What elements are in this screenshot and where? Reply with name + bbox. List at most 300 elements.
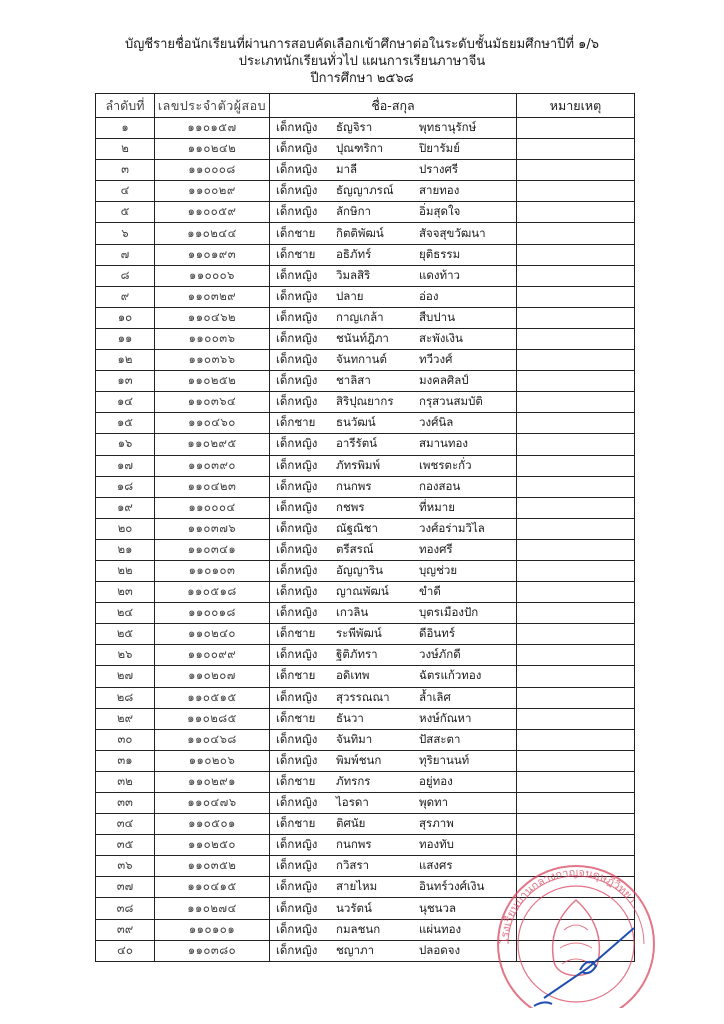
table-row [96, 286, 635, 307]
row-exam-id: ๑๑๐๒๔๔ [155, 223, 270, 244]
row-first-name: ณัฐณิชา [336, 520, 378, 535]
row-first-name: สิริปุณยากร [336, 394, 394, 409]
row-first-name: ภัทรพิมพ์ [336, 457, 381, 472]
row-fullname [270, 750, 517, 771]
row-last-name: นุชนวล [419, 900, 457, 915]
row-prefix: เด็กชาย [276, 710, 316, 725]
row-first-name: ตรีสรณ์ [336, 541, 374, 556]
row-exam-id: ๑๑๐๔๖๘ [155, 729, 270, 750]
row-last-name: สุรภาพ [419, 816, 454, 831]
row-first-name: ญาณพัฒน์ [336, 584, 389, 599]
row-prefix: เด็กหญิง [276, 499, 318, 514]
row-fullname [270, 413, 517, 434]
row-order: ๓๒ [96, 771, 155, 792]
row-order: ๗ [96, 244, 155, 265]
row-remarks [517, 307, 635, 328]
stamp-text: โรงเรียนบ้านกลางกาญจนดุษฎีวิทยา [497, 865, 639, 945]
row-last-name: สัจจสุขวัฒนา [419, 225, 486, 240]
table-row [96, 771, 635, 792]
row-prefix: เด็กชาย [276, 816, 316, 831]
row-last-name: ปัสสะตา [419, 731, 461, 746]
row-prefix: เด็กหญิง [276, 204, 318, 219]
row-first-name: กาญเกล้า [336, 309, 384, 324]
row-remarks [517, 835, 635, 856]
row-order: ๒๓ [96, 582, 155, 603]
row-last-name: ทวีวงศ์ [419, 352, 453, 367]
row-prefix: เด็กหญิง [276, 183, 318, 198]
row-exam-id: ๑๑๐๑๙๓ [155, 244, 270, 265]
row-fullname [270, 539, 517, 560]
row-order: ๒๒ [96, 560, 155, 581]
row-first-name: กิตติพัฒน์ [336, 225, 384, 240]
row-prefix: เด็กหญิง [276, 330, 318, 345]
row-prefix: เด็กหญิง [276, 288, 318, 303]
row-last-name: บุตรเมืองปัก [419, 605, 479, 620]
row-first-name: ลักษิกา [336, 204, 372, 219]
row-remarks [517, 560, 635, 581]
row-order: ๑๖ [96, 434, 155, 455]
row-fullname [270, 687, 517, 708]
table-row [96, 687, 635, 708]
row-remarks [517, 455, 635, 476]
row-order: ๑๕ [96, 413, 155, 434]
table-row [96, 624, 635, 645]
table-row [96, 307, 635, 328]
table-row [96, 160, 635, 181]
row-last-name: ฉัตรแก้วทอง [419, 668, 482, 683]
row-exam-id: ๑๑๐๐๙๙ [155, 645, 270, 666]
row-first-name: ฐิติภัทรา [336, 647, 378, 662]
row-remarks [517, 708, 635, 729]
row-prefix: เด็กหญิง [276, 563, 318, 578]
row-exam-id: ๑๑๐๓๒๙ [155, 286, 270, 307]
table-row [96, 392, 635, 413]
row-last-name: วงศ์นิล [419, 415, 454, 430]
row-exam-id: ๑๑๐๑๕๗ [155, 118, 270, 139]
row-prefix: เด็กหญิง [276, 394, 318, 409]
row-fullname [270, 244, 517, 265]
row-last-name: วงศ์อร่ามวิไล [419, 520, 485, 535]
row-order: ๓ [96, 160, 155, 181]
row-fullname [270, 624, 517, 645]
row-first-name: ปุณฑริกา [336, 141, 384, 156]
row-fullname [270, 434, 517, 455]
table-row [96, 265, 635, 286]
row-last-name: ปิยารัมย์ [419, 141, 460, 156]
row-prefix: เด็กหญิง [276, 858, 318, 873]
row-order: ๓๔ [96, 814, 155, 835]
row-prefix: เด็กหญิง [276, 520, 318, 535]
row-first-name: มาลี [336, 162, 358, 177]
row-last-name: ปลอดจง [419, 942, 461, 957]
row-order: ๔ [96, 181, 155, 202]
row-prefix: เด็กชาย [276, 626, 316, 641]
row-exam-id: ๑๑๐๒๔๒ [155, 139, 270, 160]
academic-year: ปีการศึกษา ๒๕๖๘ [310, 71, 414, 86]
row-first-name: กนกพร [336, 478, 372, 493]
row-first-name: ธนวัฒน์ [336, 415, 376, 430]
row-prefix: เด็กหญิง [276, 162, 318, 177]
row-fullname [270, 835, 517, 856]
table-row [96, 371, 635, 392]
row-order: ๓๐ [96, 729, 155, 750]
row-last-name: เพชรตะกั่ว [419, 457, 472, 472]
row-first-name: กชพร [336, 499, 365, 514]
row-fullname [270, 793, 517, 814]
signature-mark [534, 928, 634, 1006]
row-exam-id: ๑๑๐๑๐๓ [155, 560, 270, 581]
table-row [96, 223, 635, 244]
row-order: ๑๔ [96, 392, 155, 413]
row-first-name: เกวลิน [336, 605, 369, 620]
row-fullname [270, 118, 517, 139]
row-first-name: อดิเทพ [336, 668, 370, 683]
table-row [96, 139, 635, 160]
row-exam-id: ๑๑๐๒๙๑ [155, 771, 270, 792]
row-last-name: กองสอน [419, 478, 461, 493]
row-first-name: จันทิมา [336, 731, 373, 746]
table-row [96, 244, 635, 265]
row-fullname [270, 392, 517, 413]
row-first-name: อธิภัทร์ [336, 246, 372, 261]
row-remarks [517, 624, 635, 645]
row-last-name: แสงศร [419, 858, 453, 873]
row-exam-id: ๑๑๐๒๘๕ [155, 708, 270, 729]
row-prefix: เด็กหญิง [276, 900, 318, 915]
row-last-name: ดีอินทร์ [419, 626, 455, 641]
row-exam-id: ๑๑๐๐๕๙ [155, 202, 270, 223]
row-remarks [517, 371, 635, 392]
row-prefix: เด็กหญิง [276, 541, 318, 556]
row-last-name: ที่หมาย [419, 499, 455, 514]
row-prefix: เด็กหญิง [276, 584, 318, 599]
row-first-name: ไอรดา [336, 795, 369, 810]
row-remarks [517, 518, 635, 539]
row-last-name: สายทอง [419, 183, 460, 198]
table-row [96, 729, 635, 750]
row-order: ๒๙ [96, 708, 155, 729]
row-exam-id: ๑๑๐๓๖๖ [155, 350, 270, 371]
row-exam-id: ๑๑๐๑๐๑ [155, 919, 270, 940]
row-order: ๒๗ [96, 666, 155, 687]
row-order: ๕ [96, 202, 155, 223]
row-last-name: ทองศรี [419, 541, 453, 556]
row-order: ๑๗ [96, 455, 155, 476]
row-last-name: ยุติธรรม [419, 246, 461, 261]
table-row [96, 476, 635, 497]
row-remarks [517, 729, 635, 750]
table-row [96, 328, 635, 349]
row-exam-id: ๑๑๐๒๐๗ [155, 666, 270, 687]
table-row [96, 350, 635, 371]
row-remarks [517, 771, 635, 792]
row-fullname [270, 771, 517, 792]
row-fullname [270, 603, 517, 624]
row-first-name: กมลชนก [336, 921, 381, 936]
row-last-name: วงษ์ภักดี [419, 647, 461, 662]
row-exam-id: ๑๑๐๒๐๖ [155, 750, 270, 771]
stamp-outer-ring [498, 866, 654, 1008]
table-body [96, 118, 635, 962]
row-prefix: เด็กหญิง [276, 309, 318, 324]
row-order: ๑๓ [96, 371, 155, 392]
row-exam-id: ๑๑๐๓๘๐ [155, 940, 270, 961]
header-order: ลำดับที่ [96, 94, 155, 118]
row-order: ๔๐ [96, 940, 155, 961]
row-last-name: สืบปาน [419, 309, 455, 324]
row-fullname [270, 455, 517, 476]
student-list-table [95, 93, 635, 962]
table-row [96, 434, 635, 455]
row-exam-id: ๑๑๐๐๑๘ [155, 603, 270, 624]
row-fullname [270, 371, 517, 392]
table-row [96, 181, 635, 202]
row-remarks [517, 202, 635, 223]
header-exam-id: เลขประจำตัวผู้สอบ [155, 94, 270, 118]
row-first-name: ภัทรกร [336, 773, 371, 788]
row-exam-id: ๑๑๐๐๒๙ [155, 181, 270, 202]
row-first-name: จันทกานต์ [336, 352, 387, 367]
row-order: ๒๐ [96, 518, 155, 539]
row-last-name: สมานทอง [419, 436, 469, 451]
table-row [96, 455, 635, 476]
row-remarks [517, 223, 635, 244]
row-prefix: เด็กหญิง [276, 120, 318, 135]
row-fullname [270, 814, 517, 835]
row-prefix: เด็กหญิง [276, 752, 318, 767]
table-row [96, 560, 635, 581]
row-prefix: เด็กหญิง [276, 837, 318, 852]
row-exam-id: ๑๑๐๓๖๔ [155, 392, 270, 413]
row-first-name: ระพีพัฒน์ [336, 626, 382, 641]
row-prefix: เด็กชาย [276, 246, 316, 261]
table-row [96, 497, 635, 518]
row-order: ๓๕ [96, 835, 155, 856]
row-exam-id: ๑๑๐๕๐๑ [155, 814, 270, 835]
row-prefix: เด็กหญิง [276, 689, 318, 704]
row-exam-id: ๑๑๐๔๗๖ [155, 793, 270, 814]
table-row [96, 645, 635, 666]
table-header-row [96, 94, 635, 118]
row-fullname [270, 582, 517, 603]
row-exam-id: ๑๑๐๕๑๘ [155, 582, 270, 603]
row-fullname [270, 898, 517, 919]
row-prefix: เด็กหญิง [276, 605, 318, 620]
row-exam-id: ๑๑๐๐๐๖ [155, 265, 270, 286]
row-order: ๓๘ [96, 898, 155, 919]
row-remarks [517, 582, 635, 603]
row-last-name: มงคลศิลป์ [419, 373, 469, 388]
row-first-name: ชาลิสา [336, 373, 371, 388]
row-order: ๓๖ [96, 856, 155, 877]
row-remarks [517, 750, 635, 771]
table-row [96, 202, 635, 223]
row-fullname [270, 708, 517, 729]
row-first-name: กวิสรา [336, 858, 370, 873]
row-fullname [270, 223, 517, 244]
row-last-name: บุญช่วย [419, 563, 458, 578]
row-remarks [517, 392, 635, 413]
row-exam-id: ๑๑๐๔๑๕ [155, 877, 270, 898]
row-prefix: เด็กหญิง [276, 457, 318, 472]
row-exam-id: ๑๑๐๐๓๖ [155, 328, 270, 349]
row-order: ๑ [96, 118, 155, 139]
row-remarks [517, 603, 635, 624]
row-exam-id: ๑๑๐๒๗๔ [155, 898, 270, 919]
row-last-name: ล้ำเลิศ [419, 689, 451, 704]
row-exam-id: ๑๑๐๒๕๒ [155, 371, 270, 392]
table-row [96, 118, 635, 139]
table-row [96, 518, 635, 539]
row-fullname [270, 328, 517, 349]
row-first-name: พิมพ์ชนก [336, 752, 382, 767]
row-fullname [270, 560, 517, 581]
row-fullname [270, 919, 517, 940]
row-prefix: เด็กชาย [276, 415, 316, 430]
row-exam-id: ๑๑๐๔๖๒ [155, 307, 270, 328]
row-prefix: เด็กหญิง [276, 373, 318, 388]
row-remarks [517, 265, 635, 286]
row-remarks [517, 793, 635, 814]
row-first-name: สายไหม [336, 879, 378, 894]
table-row [96, 539, 635, 560]
row-fullname [270, 307, 517, 328]
row-prefix: เด็กหญิง [276, 436, 318, 451]
row-first-name: อารีรัตน์ [336, 436, 378, 451]
row-exam-id: ๑๑๐๓๔๑ [155, 539, 270, 560]
row-first-name: ชญาภา [336, 942, 375, 957]
row-prefix: เด็กหญิง [276, 795, 318, 810]
row-order: ๓๙ [96, 919, 155, 940]
document-title: บัญชีรายชื่อนักเรียนที่ผ่านการสอบคัดเลือกเข้าศึกษาต่อในระดับชั้นมัธยมศึกษาปีที่ ๑/๖ [124, 37, 600, 52]
row-exam-id: ๑๑๐๓๙๐ [155, 455, 270, 476]
document-subtitle: ประเภทนักเรียนทั่วไป แผนการเรียนภาษาจีน [238, 54, 486, 69]
row-first-name: อัญญาริน [336, 563, 383, 578]
row-first-name: วิมลสิริ [336, 267, 371, 282]
row-order: ๑๑ [96, 328, 155, 349]
row-fullname [270, 265, 517, 286]
row-order: ๑๐ [96, 307, 155, 328]
row-remarks [517, 286, 635, 307]
row-fullname [270, 729, 517, 750]
row-remarks [517, 118, 635, 139]
row-remarks [517, 476, 635, 497]
row-order: ๒๑ [96, 539, 155, 560]
row-exam-id: ๑๑๐๒๙๕ [155, 434, 270, 455]
row-last-name: แดงท้าว [419, 267, 460, 282]
row-prefix: เด็กหญิง [276, 352, 318, 367]
row-fullname [270, 877, 517, 898]
table-row [96, 603, 635, 624]
row-first-name: ธัญจิรา [336, 120, 373, 135]
row-remarks [517, 139, 635, 160]
header-remarks: หมายเหตุ [517, 94, 635, 118]
row-order: ๒๕ [96, 624, 155, 645]
table-row [96, 708, 635, 729]
row-fullname [270, 856, 517, 877]
row-fullname [270, 497, 517, 518]
table-row [96, 750, 635, 771]
row-remarks [517, 539, 635, 560]
row-prefix: เด็กหญิง [276, 731, 318, 746]
row-prefix: เด็กหญิง [276, 921, 318, 936]
row-order: ๑๒ [96, 350, 155, 371]
row-remarks [517, 350, 635, 371]
row-last-name: หงษ์กัณหา [419, 710, 472, 725]
row-exam-id: ๑๑๐๐๐๔ [155, 497, 270, 518]
row-exam-id: ๑๑๐๓๕๒ [155, 856, 270, 877]
row-last-name: พุทธานุรักษ์ [419, 120, 477, 135]
row-remarks [517, 413, 635, 434]
row-fullname [270, 181, 517, 202]
row-last-name: ทองทับ [419, 837, 454, 852]
table-row [96, 413, 635, 434]
row-first-name: สุวรรณณา [336, 689, 390, 704]
row-exam-id: ๑๑๐๐๐๘ [155, 160, 270, 181]
row-exam-id: ๑๑๐๒๔๐ [155, 624, 270, 645]
row-last-name: อ่อง [419, 288, 439, 303]
row-remarks [517, 814, 635, 835]
row-first-name: นวรัตน์ [336, 900, 372, 915]
row-order: ๒๘ [96, 687, 155, 708]
row-remarks [517, 328, 635, 349]
row-prefix: เด็กหญิง [276, 879, 318, 894]
header-name: ชื่อ-สกุล [270, 94, 517, 118]
row-first-name: กนกพร [336, 837, 372, 852]
row-exam-id: ๑๑๐๔๒๓ [155, 476, 270, 497]
row-order: ๓๗ [96, 877, 155, 898]
row-prefix: เด็กชาย [276, 668, 316, 683]
row-remarks [517, 645, 635, 666]
row-prefix: เด็กหญิง [276, 647, 318, 662]
row-prefix: เด็กชาย [276, 225, 316, 240]
row-last-name: อยู่ทอง [419, 773, 453, 788]
row-order: ๘ [96, 265, 155, 286]
table-row [96, 582, 635, 603]
row-fullname [270, 940, 517, 961]
row-last-name: ทุริยานนท์ [419, 752, 470, 767]
row-fullname [270, 202, 517, 223]
row-remarks [517, 666, 635, 687]
row-order: ๒๔ [96, 603, 155, 624]
row-fullname [270, 645, 517, 666]
row-remarks [517, 181, 635, 202]
row-remarks [517, 244, 635, 265]
row-last-name: พุดทา [419, 795, 449, 810]
row-first-name: ชนันท์ฎิภา [336, 330, 389, 345]
row-fullname [270, 160, 517, 181]
row-last-name: อินทร์วงศ์เงิน [419, 879, 485, 894]
row-prefix: เด็กหญิง [276, 141, 318, 156]
row-last-name: ขำดี [419, 584, 441, 599]
row-last-name: ปรางศรี [419, 162, 459, 177]
row-remarks [517, 687, 635, 708]
row-last-name: อิ่มสุดใจ [419, 204, 461, 219]
row-first-name: ธันวา [336, 710, 364, 725]
row-remarks [517, 497, 635, 518]
row-first-name: ปลาย [336, 288, 364, 303]
table-row [96, 835, 635, 856]
school-seal-stamp [484, 858, 660, 1008]
row-exam-id: ๑๑๐๓๗๖ [155, 518, 270, 539]
row-prefix: เด็กหญิง [276, 942, 318, 957]
table-row [96, 793, 635, 814]
row-exam-id: ๑๑๐๔๖๐ [155, 413, 270, 434]
row-order: ๖ [96, 223, 155, 244]
row-order: ๒ [96, 139, 155, 160]
row-first-name: ติศนัย [336, 816, 366, 831]
row-order: ๑๘ [96, 476, 155, 497]
